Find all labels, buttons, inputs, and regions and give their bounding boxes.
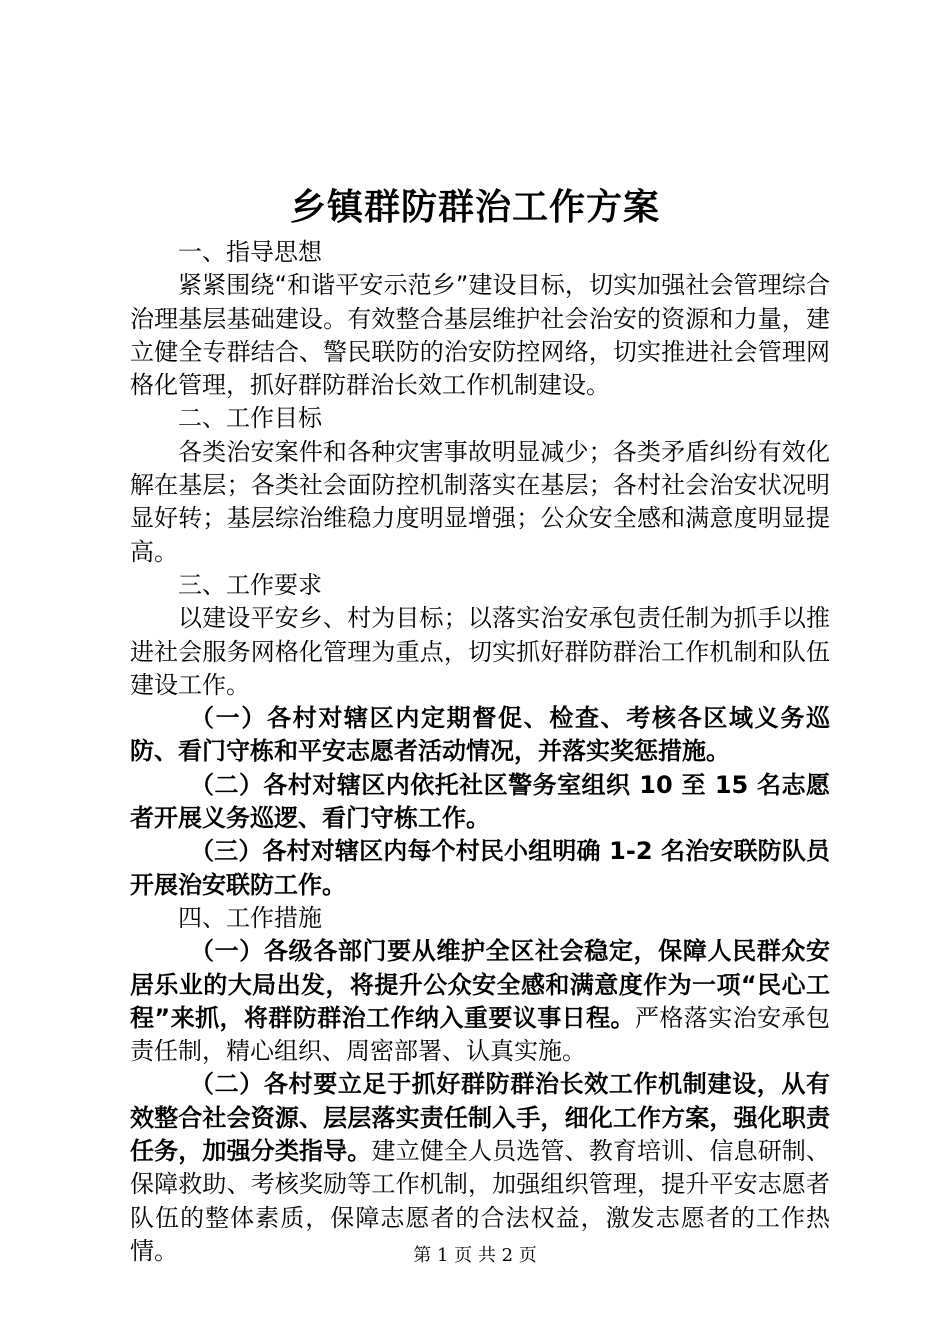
paragraph-work-requirements: 以建设平安乡、村为目标；以落实治安承包责任制为抓手以推进社会服务网格化管理为重点，切实抓好群防群治工作机制和队伍建设工作。 — [130, 604, 830, 699]
measure-item-2 — [130, 1068, 830, 1268]
section-heading-work-goals: 二、工作目标 — [178, 404, 322, 433]
measure-item-1-normal: 严格落实治安承包责任制，精心组织、周密部署、认真实施。 — [130, 1003, 830, 1066]
section-heading-guiding-thought: 一、指导思想 — [178, 238, 322, 266]
measure-item-2-bold: （二）各村要立足于抓好群防群治长效工作机制建设，从有效整合社会资源、层层落实责任制入手，细化工作方案，强化职责任务，加强分类指导。 — [130, 1070, 830, 1166]
measure-item-1 — [130, 935, 830, 1068]
requirement-item-2: （二）各村对辖区内依托社区警务室组织 10 至 15 名志愿者开展义务巡逻、看门守栋工作。 — [130, 770, 830, 833]
page-footer: 第 1 页 共 2 页 — [413, 1245, 537, 1266]
requirement-item-3: （三）各村对辖区内每个村民小组明确 1-2 名治安联防队员开展治安联防工作。 — [130, 837, 830, 899]
paragraph-work-goals: 各类治安案件和各种灾害事故明显减少；各类矛盾纠纷有效化解在基层；各类社会面防控机制落实在基层；各村社会治安状况明显好转；基层综治维稳力度明显增强；公众安全感和满意度明显提高。 — [130, 437, 830, 566]
page-title: 乡镇群防群治工作方案 — [289, 187, 660, 228]
measure-item-1-bold: （一）各级各部门要从维护全区社会稳定，保障人民群众安居乐业的大局出发，将提升公众安全感和满意度作为一项“民心工程”来抓，将群防群治工作纳入重要议事日程。 — [130, 937, 830, 1032]
section-heading-work-measures: 四、工作措施 — [178, 903, 322, 932]
measure-item-2-normal: 建立健全人员选管、教育培训、信息研制、保障救助、考核奖励等工作机制，加强组织管理，提升平安志愿者队伍的整体素质，保障志愿者的合法权益，激发志愿者的工作热情。 — [130, 1137, 831, 1265]
document-body — [130, 236, 830, 1268]
paragraph-guiding-thought: 紧紧围绕“和谐平安示范乡”建设目标，切实加强社会管理综合治理基层基础建设。有效整合基层维护社会治安的资源和力量，建立健全专群结合、警民联防的治安防控网络，切实推进社会管理网格化管理，抓好群防群治长效工作机制建设。 — [130, 271, 830, 400]
requirement-item-1: （一）各村对辖区内定期督促、检查、考核各区域义务巡防、看门守栋和平安志愿者活动情况，并落实奖惩措施。 — [130, 704, 830, 766]
section-heading-work-requirements: 三、工作要求 — [178, 570, 322, 599]
